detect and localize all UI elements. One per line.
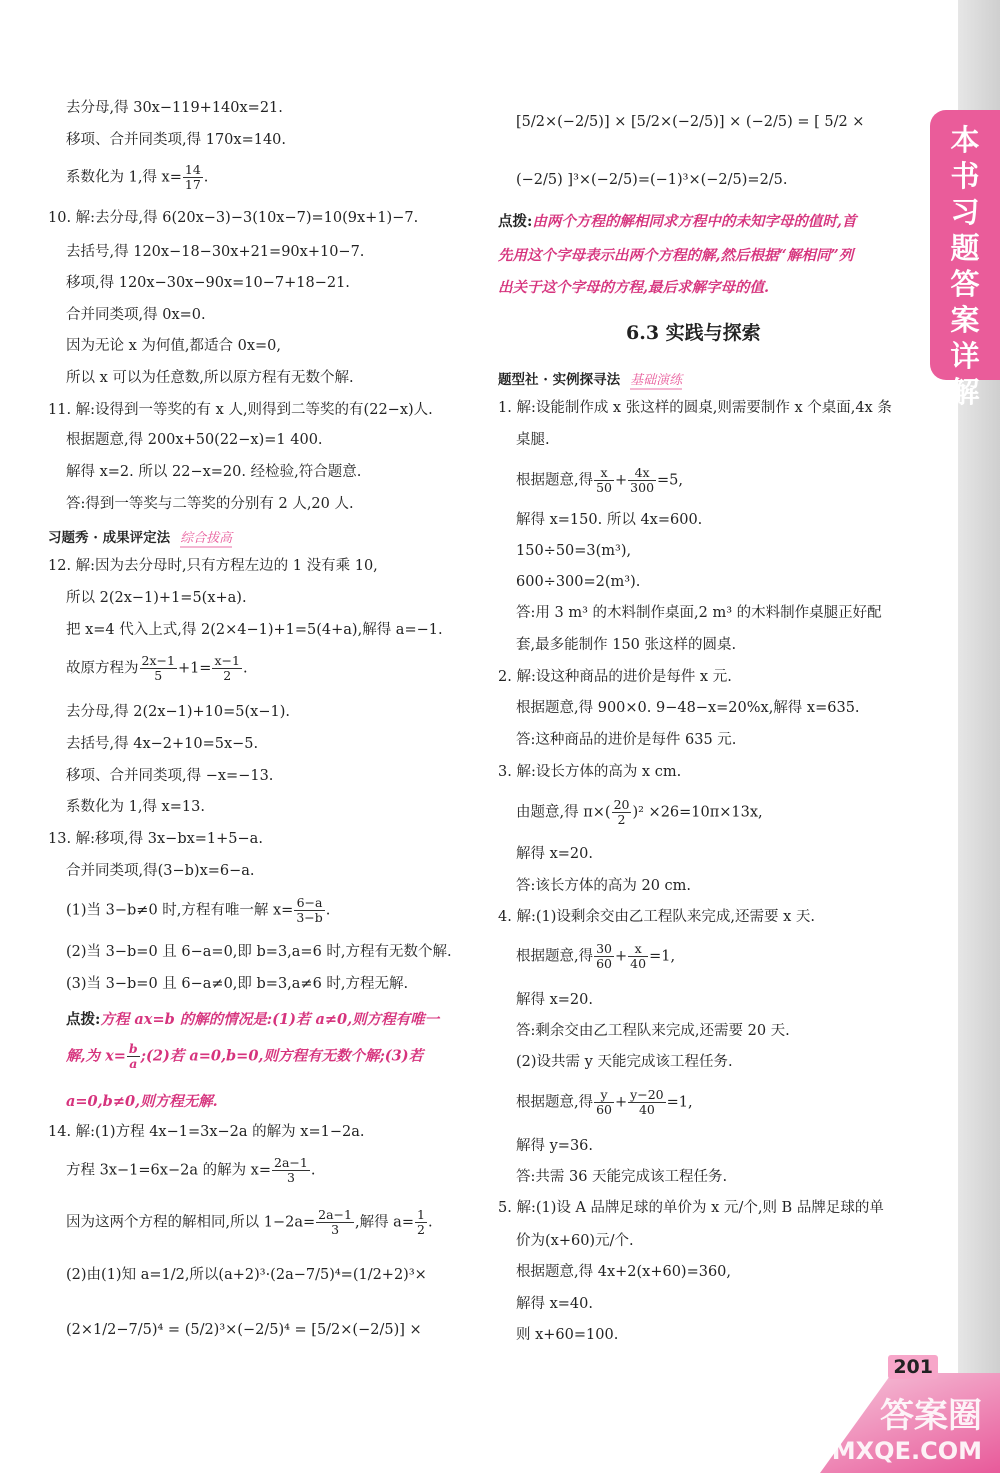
fraction: $\frac{x-1}{2}$ [214, 653, 240, 683]
fraction: $\frac{b}{a}$ [128, 1041, 138, 1071]
text-line: 答:剩余交由乙工程队来完成,还需要 20 天. [516, 1023, 790, 1039]
fraction: $\frac{20}{2}$ [613, 797, 630, 827]
text-line: 解得 x=40. [516, 1296, 593, 1312]
text-line: 移项、合并同类项,得 −x=−13. [66, 768, 274, 784]
section-heading: 习题秀 · 成果评定法 综合拔高 [48, 526, 232, 548]
text-line: 解得 x=150. 所以 4x=600. [516, 512, 703, 528]
text-line: 因为无论 x 为何值,都适合 0x=0, [66, 338, 281, 354]
tip-note: 解,为 x= $\frac{b}{a}$ ;(2)若 a=0,b=0,则方程有无数个解;(3)若 [66, 1041, 424, 1071]
text-line: 解得 x=2. 所以 22−x=20. 经检验,符合题意. [66, 464, 362, 480]
text-line: 根据题意,得 900×0. 9−48−x=20%x,解得 x=635. [516, 700, 860, 716]
question-14: 14. 解:(1)方程 4x−1=3x−2a 的解为 x=1−2a. [48, 1124, 365, 1140]
text-line: 根据题意,得 $\frac{y}{60}$ + $\frac{y-20}{40}$ =1, [516, 1087, 693, 1117]
text-line: (2×1/2−7/5)⁴ = (5/2)³×(−2/5)⁴ = [5/2×(−2/5)] × [66, 1322, 422, 1338]
text-line: 所以 x 可以为任意数,所以原方程有无数个解. [66, 370, 354, 386]
tip-note: 先用这个字母表示出两个方程的解,然后根据“解相同”列 [498, 247, 854, 264]
fraction: $\frac{2a-1}{3}$ [274, 1155, 308, 1185]
section-title: 6.3 实践与探索 [626, 322, 761, 344]
text-line: 解得 x=20. [516, 992, 593, 1008]
tip-note: 点拨:由两个方程的解相同求方程中的未知字母的值时,首 [498, 213, 857, 230]
text-line: 故原方程为 $\frac{2x-1}{5}$ +1= $\frac{x-1}{2}$ . [66, 653, 248, 683]
text-line: 系数化为 1,得 x= $\frac{14}{17}$ . [66, 162, 209, 192]
fraction: $\frac{6-a}{3-b}$ [296, 895, 323, 925]
question-1: 1. 解:设能制作成 x 张这样的圆桌,则需要制作 x 个桌面,4x 条 [498, 400, 892, 416]
fraction: $\frac{y}{60}$ [596, 1087, 613, 1117]
text-line: 系数化为 1,得 x=13. [66, 799, 205, 815]
text-line: 把 x=4 代入上式,得 2(2×4−1)+1=5(4+a),解得 a=−1. [66, 622, 443, 638]
text-line: 答:该长方体的高为 20 cm. [516, 878, 692, 894]
question-5: 5. 解:(1)设 A 品牌足球的单价为 x 元/个,则 B 品牌足球的单 [498, 1200, 884, 1216]
side-tab-text: 本书习题答案详解 [950, 123, 980, 409]
text-line: (1)当 3−b≠0 时,方程有唯一解 x= $\frac{6-a}{3-b}$ . [66, 895, 331, 925]
text-line: 根据题意,得 4x+2(x+60)=360, [516, 1264, 732, 1280]
text-line: 移项、合并同类项,得 170x=140. [66, 132, 287, 148]
text-line: 价为(x+60)元/个. [516, 1233, 634, 1249]
text-line: 去括号,得 120x−18−30x+21=90x+10−7. [66, 244, 365, 260]
text-line: 根据题意,得 200x+50(22−x)=1 400. [66, 432, 323, 448]
text-line: 方程 3x−1=6x−2a 的解为 x= $\frac{2a-1}{3}$ . [66, 1155, 316, 1185]
fraction: $\frac{x}{50}$ [596, 465, 613, 495]
fraction: $\frac{2a-1}{3}$ [318, 1207, 352, 1237]
question-4: 4. 解:(1)设剩余交由乙工程队来完成,还需要 x 天. [498, 909, 815, 925]
fraction: $\frac{4x}{300}$ [630, 465, 655, 495]
text-line: (2)当 3−b=0 且 6−a=0,即 b=3,a=6 时,方程有无数个解. [66, 944, 452, 960]
text-line: 因为这两个方程的解相同,所以 1−2a= $\frac{2a-1}{3}$ ,解得 a= $\frac{1}{2}$ . [66, 1207, 433, 1237]
question-2: 2. 解:设这种商品的进价是每件 x 元. [498, 669, 732, 685]
text-line: (−2/5) ]³×(−2/5)=(−1)³×(−2/5)=2/5. [516, 172, 788, 188]
section-tag: 基础演练 [630, 369, 682, 390]
text-line: 150÷50=3(m³), [516, 543, 632, 559]
text-line: 答:得到一等奖与二等奖的分别有 2 人,20 人. [66, 496, 354, 512]
text-line: 解得 y=36. [516, 1138, 594, 1154]
text-line: 合并同类项,得 0x=0. [66, 307, 206, 323]
text-line: 移项,得 120x−30x−90x=10−7+18−21. [66, 275, 350, 291]
tip-note: 点拨:方程 ax=b 的解的情况是:(1)若 a≠0,则方程有唯一 [66, 1011, 440, 1028]
watermark-logo: 答案圈 MXQE.COM [831, 1396, 982, 1465]
question-12: 12. 解:因为去分母时,只有方程左边的 1 没有乘 10, [48, 558, 378, 574]
fraction: $\frac{x}{40}$ [630, 941, 647, 971]
text-line: 600÷300=2(m³). [516, 574, 641, 590]
chapter-side-tab [930, 110, 1000, 409]
text-line: 合并同类项,得(3−b)x=6−a. [66, 863, 255, 879]
section-heading: 题型社 · 实例探寻法 基础演练 [498, 368, 682, 390]
text-line: 答:共需 36 天能完成该工程任务. [516, 1169, 728, 1185]
text-line: 去分母,得 2(2x−1)+10=5(x−1). [66, 704, 290, 720]
fraction: $\frac{30}{60}$ [596, 941, 613, 971]
fraction: $\frac{2x-1}{5}$ [141, 653, 175, 683]
text-line: [5/2×(−2/5)] × [5/2×(−2/5)] × (−2/5) = [ 5/2 × [516, 114, 865, 130]
page-number: 201 [888, 1355, 938, 1379]
section-tag: 综合拔高 [180, 527, 232, 548]
text-line: 解得 x=20. [516, 846, 593, 862]
text-line: (3)当 3−b=0 且 6−a≠0,即 b=3,a≠6 时,方程无解. [66, 976, 409, 992]
text-line: 去括号,得 4x−2+10=5x−5. [66, 736, 259, 752]
fraction: $\frac{14}{17}$ [184, 162, 201, 192]
question-13: 13. 解:移项,得 3x−bx=1+5−a. [48, 831, 263, 847]
tip-note: a=0,b≠0,则方程无解. [66, 1093, 218, 1110]
text-line: (2)由(1)知 a=1/2,所以(a+2)³·(2a−7/5)⁴=(1/2+2)³× [66, 1267, 427, 1283]
question-11: 11. 解:设得到一等奖的有 x 人,则得到二等奖的有(22−x)人. [48, 402, 433, 418]
text-line: 桌腿. [516, 432, 550, 448]
question-10: 10. 解:去分母,得 6(20x−3)−3(10x−7)=10(9x+1)−7. [48, 210, 419, 226]
fraction: $\frac{1}{2}$ [416, 1207, 425, 1237]
text-line: 所以 2(2x−1)+1=5(x+a). [66, 590, 247, 606]
text-line: 答:用 3 m³ 的木料制作桌面,2 m³ 的木料制作桌腿正好配 [516, 605, 882, 621]
text-line: 由题意,得 π×( $\frac{20}{2}$ )² ×26=10π×13x, [516, 797, 763, 827]
fraction: $\frac{y-20}{40}$ [630, 1087, 664, 1117]
text-line: 根据题意,得 $\frac{x}{50}$ + $\frac{4x}{300}$ =5, [516, 465, 684, 495]
text-line: 根据题意,得 $\frac{30}{60}$ + $\frac{x}{40}$ =1, [516, 941, 676, 971]
text-line: 答:这种商品的进价是每件 635 元. [516, 732, 737, 748]
tip-note: 出关于这个字母的方程,最后求解字母的值. [498, 279, 770, 296]
question-3: 3. 解:设长方体的高为 x cm. [498, 764, 682, 780]
text-line: 套,最多能制作 150 张这样的圆桌. [516, 637, 737, 653]
text-line: (2)设共需 y 天能完成该工程任务. [516, 1054, 733, 1070]
text-line: 则 x+60=100. [516, 1327, 619, 1343]
text-line: 去分母,得 30x−119+140x=21. [66, 100, 283, 116]
